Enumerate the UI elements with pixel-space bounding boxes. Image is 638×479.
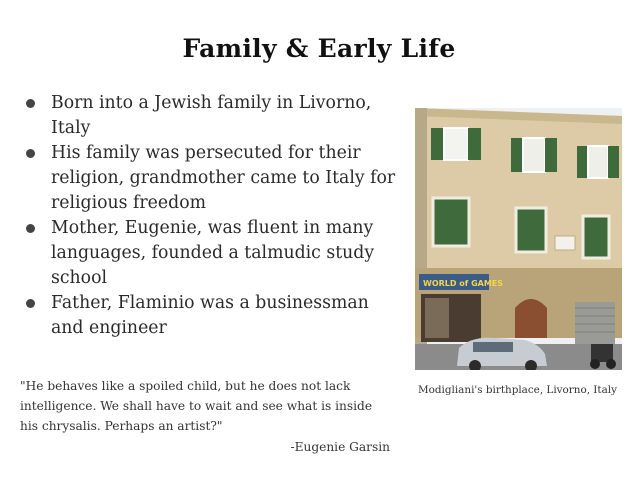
building-illustration [415,108,622,370]
quote-text: "He behaves like a spoiled child, but he does not lack intelligence. We shall have to wait and see what is inside his chrysalis. Perhaps an artist?" [20,379,373,433]
bullet-dot-icon [26,149,35,158]
bullet-dot-icon [26,299,35,308]
bullet-list [20,91,400,341]
quote-attribution: -Eugenie Garsin [290,440,390,454]
birthplace-photo [415,108,622,370]
bullet-text: Mother, Eugenie, was fluent in many languages, founded a talmudic study school [51,218,375,288]
bullet-item [20,291,400,341]
svg-text:WORLD of GAMES: WORLD of GAMES [423,279,504,288]
bullet-item [20,141,400,216]
bullet-text: Born into a Jewish family in Livorno, Italy [51,93,372,138]
bullet-text: Father, Flaminio was a businessman and engineer [51,293,369,338]
bullet-item [20,216,400,291]
bullet-dot-icon [26,224,35,233]
bullet-text: His family was persecuted for their religion, grandmother came to Italy for religious freedom [51,143,396,213]
bullet-dot-icon [26,99,35,108]
slide-title: Family & Early Life [182,34,456,63]
photo-caption: Modigliani's birthplace, Livorno, Italy [418,384,617,396]
bullet-item [20,91,400,141]
